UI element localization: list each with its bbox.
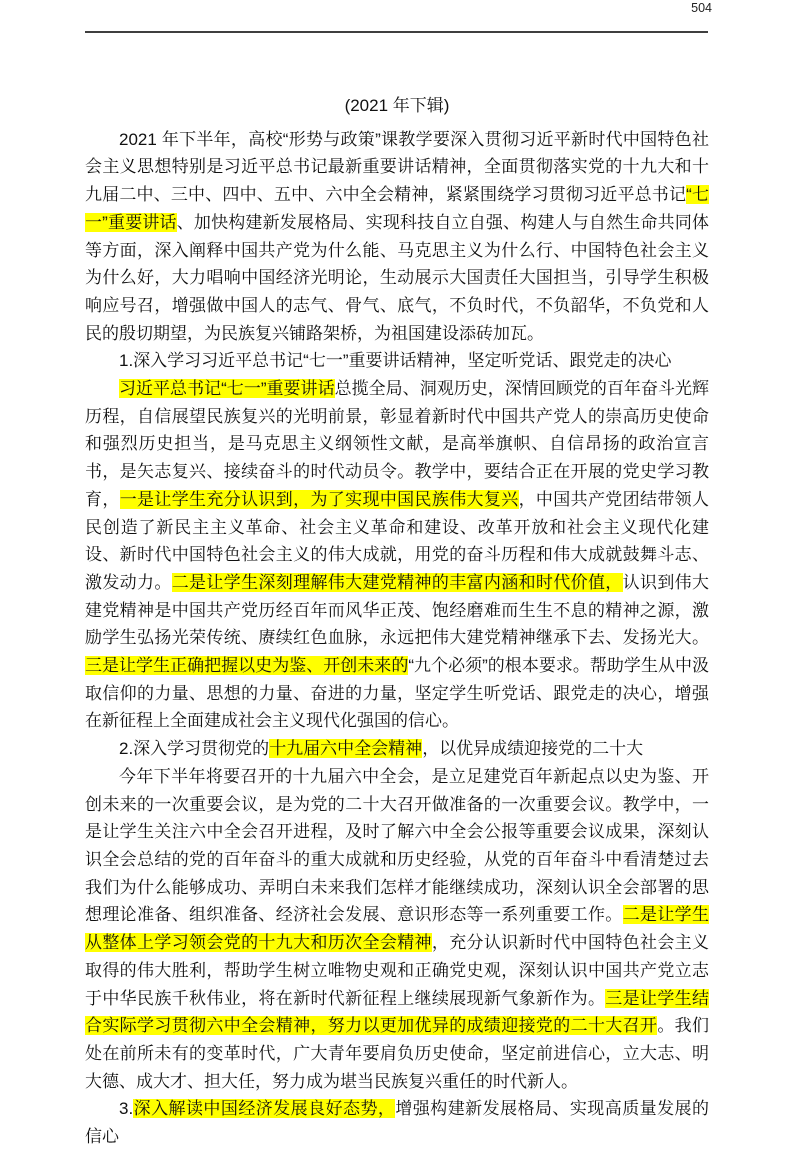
highlighted-text: 十九届六中全会精神 [269,739,423,759]
body-text: “九个必须”的根本要求。帮助学生从中汲取信仰的力量、思想的力量、奋进的力量，坚定学生听党话、跟党走的决心，增强在新征程上全面建成社会主义现代化强国的信心。 [85,656,710,731]
body-text: 2.深入学习贯彻党的 [119,739,270,759]
body-text: 认识到伟大建党精神是中国共产党历经百年而风华正茂、饱经磨难而生生不息的精神之源，激励学生弘扬光荣传统、赓续红色血脉，永远把伟大建党精神继承下去、发扬光大。 [85,572,710,648]
highlighted-text: 深入解读中国经济发展良好态势， [133,1099,396,1119]
paragraph-section-1-heading [85,347,709,375]
header-rule [85,31,708,33]
paragraph-section-2-body [85,763,709,1095]
body-text: 今年下半年将要召开的十九届六中全会，是立足建党百年新起点以史为鉴、开创未来的一次重要会议，是为党的二十大召开做准备的一次重要会议。教学中，一是让学生关注六中全会召开进程，及时了解六中全会公报等重要会议成果，深刻认识全会总结的党的百年奋斗的重大成就和历史经验，从党的百年奋斗中看清楚过去我们为什么能够成功、弄明白未来我们怎样才能继续成功，深刻认识全会部署的思想理论准备、组织准备、经济社会发展、意识形态等一系列重要工作。 [85,766,709,925]
paragraph-section-2-heading [85,735,709,763]
highlighted-text: 一是让学生充分认识到，为了实现中国民族伟大复兴 [119,489,519,509]
paragraph-intro [85,126,709,348]
highlighted-text: 三是让学生正确把握以史为鉴、开创未来的 [85,656,409,676]
body-text: 1.深入学习习近平总书记“七一”重要讲话精神，坚定听党话、跟党走的决心 [119,351,672,371]
paragraphs-container [85,126,709,1151]
body-text: 、加快构建新发展格局、实现科技自立自强、构建人与自然生命共同体等方面，深入阐释中国共产党为什么能、马克思主义为什么行、中国特色社会主义为什么好，大力唱响中国经济光明论，生动展示大国责任大国担当，引导学生积极响应号召，增强做中国人的志气、骨气、底气，不负时代，不负韶华，不负党和人民的殷切期望，为民族复兴铺路架桥，为祖国建设添砖加瓦。 [85,212,709,343]
body-text: ，中国共产党团结带领人民创造了新民主主义革命、社会主义革命和建设、改革开放和社会主义现代化建设、新时代中国特色社会主义的伟大成就，用党的奋斗历程和伟大成就鼓舞斗志、激发动力。 [85,489,710,592]
paragraph-section-3-heading [85,1095,709,1150]
body-text: 2021 年下半年，高校“形势与政策”课教学要深入贯彻习近平新时代中国特色社会主义思想特别是习近平总书记最新重要讲话精神，全面贯彻落实党的十九大和十九届二中、三中、四中、五中、六中全会精神，紧紧围绕学习贯彻习近平总书记 [85,129,709,205]
body-text: 总揽全局、洞观历史，深情回顾党的百年奋斗光辉历程，自信展望民族复兴的光明前景，彰显着新时代中国共产党人的崇高历史使命和强烈历史担当，是马克思主义纲领性文献，是高举旗帜、自信昂扬的政治宣言书，是矢志复兴、接续奋斗的时代动员令。教学中，要结合正在开展的党史学习教育， [85,379,709,509]
page-title: (2021 年下辑) [344,96,450,115]
highlighted-text: 二是让学生深刻理解伟大建党精神的丰富内涵和时代价值， [171,572,623,592]
highlighted-text: 二是让学生从整体上学习领会党的十九大和历次全会精神 [85,905,710,953]
paragraph-section-1-body [85,375,709,735]
body-text: ，充分认识新时代中国特色社会主义取得的伟大胜利，帮助学生树立唯物史观和正确党史观，深刻认识中国共产党立志于中华民族千秋伟业，将在新时代新征程上继续展现新气象新作为。 [85,933,710,1008]
body-text: 。我们处在前所未有的变革时代，广大青年要肩负历史使命，坚定前进信心，立大志、明大德、成大才、担大任，努力成为堪当民族复兴重任的时代新人。 [85,1016,709,1091]
body-text: ，以优异成绩迎接党的二十大 [422,739,644,759]
highlighted-text: 三是让学生结合实际学习贯彻六中全会精神，努力以更加优异的成绩迎接党的二十大召开 [85,988,710,1036]
highlighted-text: “七一”重要讲话 [85,185,709,232]
highlighted-text: 习近平总书记“七一”重要讲话 [119,379,335,399]
body-text: 增强构建新发展格局、实现高质量发展的信心 [85,1099,710,1147]
body-text: 3. [119,1099,134,1119]
document-content [85,92,709,1151]
page-number: 504 [691,1,712,15]
